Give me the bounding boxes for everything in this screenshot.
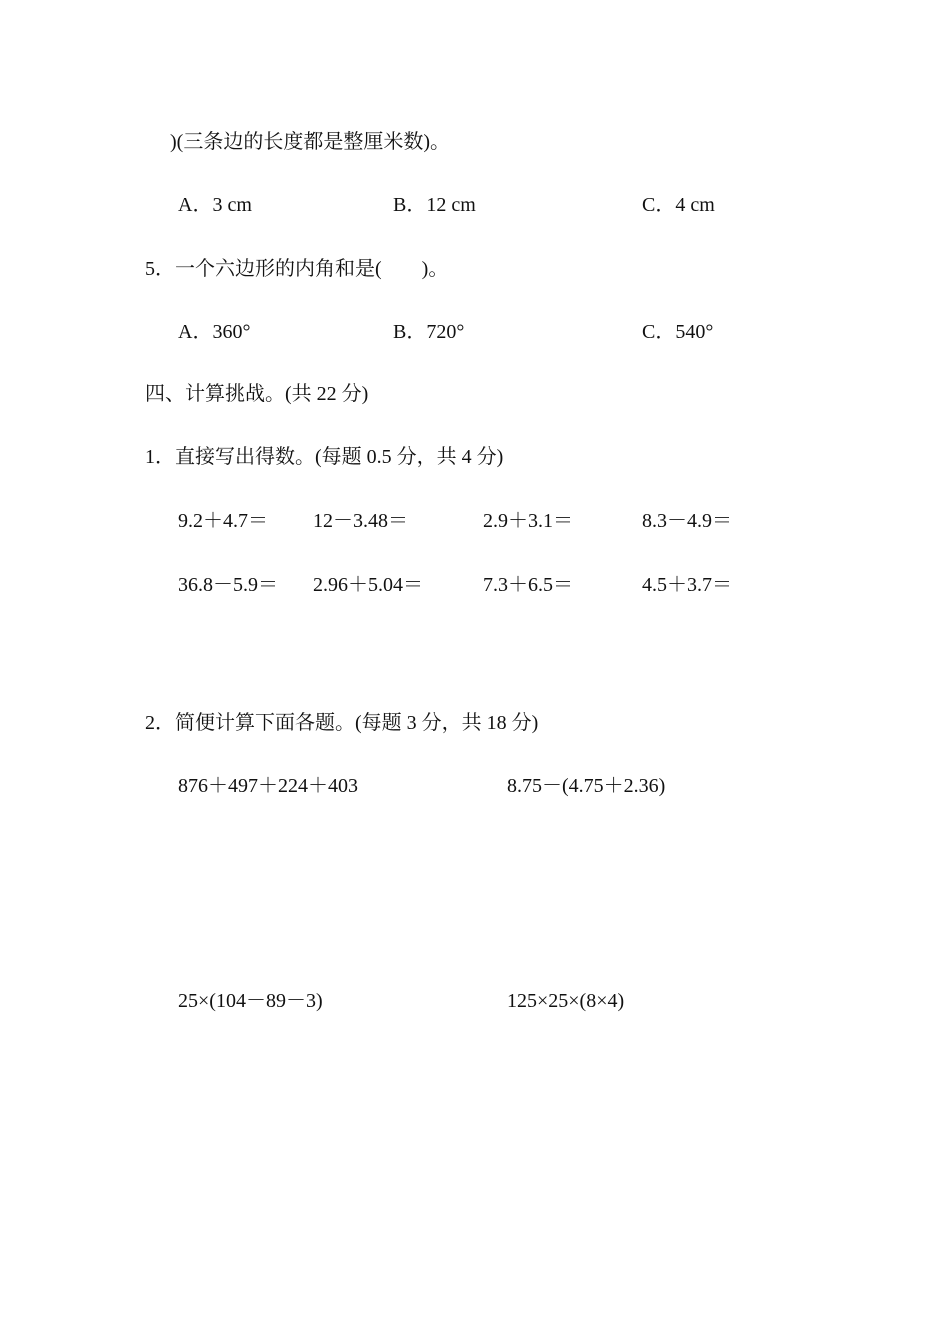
oral-calc-item: 4.5＋3.7＝ [642, 574, 732, 596]
simplify-expression: 876＋497＋224＋403 [178, 775, 358, 797]
section-4-title: 四、计算挑战。(共 22 分) [145, 383, 369, 405]
q5-option-a: A．360° [178, 321, 251, 343]
q5-stem: 5．一个六边形的内角和是( )。 [145, 258, 449, 280]
s4-q2-title: 2．简便计算下面各题。(每题 3 分，共 18 分) [145, 712, 539, 734]
q5-option-c: C．540° [642, 321, 714, 343]
oral-calc-item: 2.9＋3.1＝ [483, 510, 573, 532]
q4-option-a: A．3 cm [178, 194, 252, 216]
q4-option-b: B．12 cm [393, 194, 476, 216]
q4-stem-tail: )(三条边的长度都是整厘米数)。 [170, 131, 450, 153]
simplify-expression: 125×25×(8×4) [507, 990, 625, 1012]
oral-calc-item: 36.8－5.9＝ [178, 574, 278, 596]
oral-calc-item: 9.2＋4.7＝ [178, 510, 268, 532]
oral-calc-item: 8.3－4.9＝ [642, 510, 732, 532]
simplify-expression: 8.75－(4.75＋2.36) [507, 775, 666, 797]
q5-option-b: B．720° [393, 321, 465, 343]
simplify-expression: 25×(104－89－3) [178, 990, 323, 1012]
oral-calc-item: 2.96＋5.04＝ [313, 574, 423, 596]
s4-q1-title: 1．直接写出得数。(每题 0.5 分，共 4 分) [145, 446, 504, 468]
oral-calc-item: 12－3.48＝ [313, 510, 408, 532]
oral-calc-item: 7.3＋6.5＝ [483, 574, 573, 596]
q4-option-c: C．4 cm [642, 194, 715, 216]
